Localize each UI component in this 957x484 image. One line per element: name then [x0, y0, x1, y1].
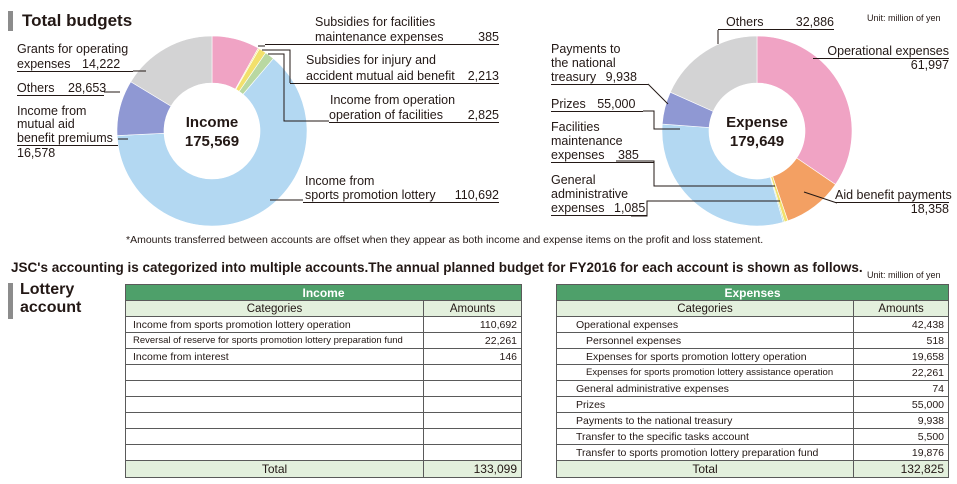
table-row [126, 397, 522, 413]
table-row [557, 317, 949, 333]
expense-row-category: Expenses for sports promotion lottery assistance operation [557, 365, 854, 381]
label-income-others: Others [17, 81, 55, 95]
income-row-amount [424, 429, 522, 445]
income-row-amount [424, 397, 522, 413]
label-lottery-row [303, 188, 499, 203]
lottery-account-title-l2: account [20, 299, 82, 316]
income-table [125, 284, 522, 478]
income-row-category [126, 413, 424, 429]
table-row [557, 445, 949, 461]
label-income-others-row [17, 81, 107, 96]
label-subs-inj-l1: Subsidies for injury and [306, 53, 436, 67]
label-fac-value: 385 [618, 148, 639, 162]
income-row-category: Income from sports promotion lottery operation [126, 317, 424, 333]
label-mutual-value: 16,578 [17, 146, 56, 160]
income-center-value: 175,569 [184, 133, 240, 150]
label-subs-inj-l2: accident mutual aid benefit [306, 69, 455, 83]
label-lottery-l2: sports promotion lottery [305, 188, 436, 202]
label-pay-l3: treasury [551, 70, 597, 84]
table-row [126, 381, 522, 397]
label-pay-l1: Payments to [551, 42, 621, 56]
income-row-amount: 22,261 [424, 333, 522, 349]
expense-row-amount: 518 [854, 333, 949, 349]
income-row-category [126, 381, 424, 397]
label-gen-value: 1,085 [614, 201, 646, 215]
table-row [557, 349, 949, 365]
table-row [126, 333, 522, 349]
income-col-amount: Amounts [424, 301, 522, 317]
label-lottery-value: 110,692 [454, 188, 499, 202]
label-op-value: 61,997 [910, 58, 949, 72]
expense-total-label: Total [557, 461, 854, 478]
label-income-others-value: 28,653 [68, 81, 107, 95]
income-row-amount: 146 [424, 349, 522, 365]
label-pay-l2: the national [551, 56, 616, 70]
income-row-amount [424, 381, 522, 397]
expense-slices [662, 36, 852, 226]
label-lottery-l1: Income from [305, 174, 375, 188]
label-subs-fac-l2: maintenance expenses [315, 30, 444, 44]
table-row [557, 381, 949, 397]
expense-row-category: Transfer to sports promotion lottery preparation fund [557, 445, 854, 461]
label-prizes: Prizes [551, 97, 586, 111]
accounting-statement: JSC's accounting is categorized into multiple accounts.The annual planned budget for FY2016 for each account is shown as follows. [11, 260, 863, 275]
expense-total-amount: 132,825 [854, 461, 949, 478]
income-row-category [126, 445, 424, 461]
label-prizes-row [551, 97, 643, 112]
table-row [126, 317, 522, 333]
income-center-title: Income [185, 114, 239, 131]
income-row-amount: 110,692 [424, 317, 522, 333]
income-col-category: Categories [126, 301, 424, 317]
label-mutual-l1: Income from [17, 104, 87, 118]
leader-expense-pay [648, 84, 668, 104]
label-op: Operational expenses [827, 44, 949, 58]
expense-row-amount: 42,438 [854, 317, 949, 333]
income-row-amount [424, 445, 522, 461]
label-pay-value: 9,938 [605, 70, 637, 84]
lottery-account-title-l1: Lottery [20, 281, 75, 298]
label-subs-inj-value: 2,213 [467, 69, 499, 83]
expense-row-category: Personnel expenses [557, 333, 854, 349]
label-gen-l3: expenses [551, 201, 605, 215]
label-op-row [813, 44, 949, 59]
label-op-fac-row [329, 108, 499, 123]
label-subs-inj-row [290, 69, 499, 84]
label-expense-others-value: 32,886 [795, 15, 834, 29]
table-row [126, 349, 522, 365]
label-subs-fac-value: 385 [478, 30, 499, 44]
label-subs-fac-l1: Subsidies for facilities [315, 15, 436, 29]
total-budgets-title: Total budgets [22, 11, 133, 30]
expense-col-amount: Amounts [854, 301, 949, 317]
expense-row-amount: 55,000 [854, 397, 949, 413]
table-row [557, 429, 949, 445]
offset-note: *Amounts transferred between accounts are offset when they appear as both income and expense items on the profit and loss statement. [126, 234, 764, 246]
label-mutual-l3: benefit premiums [17, 131, 118, 146]
expense-row-amount: 19,876 [854, 445, 949, 461]
table-row [557, 413, 949, 429]
label-grants-l2: expenses [17, 57, 71, 71]
income-total-row [126, 461, 522, 478]
income-row-category [126, 429, 424, 445]
table-row [126, 413, 522, 429]
label-aid: Aid benefit payments [835, 188, 952, 202]
income-row-category: Income from interest [126, 349, 424, 365]
income-row-amount [424, 365, 522, 381]
label-expense-others: Others [726, 15, 764, 29]
expense-row-amount: 5,500 [854, 429, 949, 445]
label-mutual-l2: mutual aid [17, 117, 75, 131]
label-gen-l1: General [551, 173, 596, 187]
label-prizes-value: 55,000 [597, 97, 636, 111]
income-total-label: Total [126, 461, 424, 478]
expense-row-category: General administrative expenses [557, 381, 854, 397]
expense-row-category: Prizes [557, 397, 854, 413]
income-table-title: Income [126, 285, 522, 301]
expense-row-category: Expenses for sports promotion lottery operation [557, 349, 854, 365]
table-row [126, 429, 522, 445]
income-donut-hole [164, 83, 260, 179]
expense-col-category: Categories [557, 301, 854, 317]
income-total-amount: 133,099 [424, 461, 522, 478]
label-aid-row [835, 188, 952, 203]
label-gen-l2: administrative [551, 187, 629, 201]
label-fac-l2: maintenance [551, 134, 623, 148]
income-row-category: Reversal of reserve for sports promotion lottery preparation fund [126, 333, 424, 349]
table-row [126, 365, 522, 381]
label-fac-l1: Facilities [551, 120, 600, 134]
label-op-fac-l1: Income from operation [330, 93, 456, 107]
label-op-fac-l2: operation of facilities [329, 108, 443, 122]
expense-row-category: Transfer to the specific tasks account [557, 429, 854, 445]
expense-total-row [557, 461, 949, 478]
expense-row-category: Operational expenses [557, 317, 854, 333]
label-op-fac-value: 2,825 [467, 108, 499, 122]
unit-label-mid: Unit: million of yen [867, 270, 941, 280]
label-expense-others-row [718, 15, 834, 30]
table-row [557, 333, 949, 349]
income-row-category [126, 365, 424, 381]
income-row-category [126, 397, 424, 413]
income-row-amount [424, 413, 522, 429]
label-grants-row [17, 57, 133, 72]
table-row [557, 397, 949, 413]
table-row [557, 365, 949, 381]
expense-row-amount: 74 [854, 381, 949, 397]
table-row [126, 445, 522, 461]
label-pay-row [551, 70, 648, 85]
expense-center-value: 179,649 [729, 133, 785, 150]
expense-center-title: Expense [726, 114, 788, 131]
expense-row-amount: 9,938 [854, 413, 949, 429]
income-slices [117, 36, 307, 226]
label-grants-value: 14,222 [82, 57, 121, 71]
expense-row-amount: 22,261 [854, 365, 949, 381]
unit-label-top: Unit: million of yen [867, 13, 941, 23]
lottery-account-bar [8, 283, 13, 319]
label-aid-value: 18,358 [910, 202, 949, 216]
expense-table-title: Expenses [557, 285, 949, 301]
label-gen-row [551, 201, 647, 216]
label-fac-row [551, 148, 654, 163]
label-grants-l1: Grants for operating [17, 42, 129, 56]
expense-donut-hole [709, 83, 805, 179]
expense-row-category: Payments to the national treasury [557, 413, 854, 429]
expense-table [556, 284, 949, 478]
expense-row-amount: 19,658 [854, 349, 949, 365]
label-subs-fac-row [265, 30, 499, 45]
label-fac-l3: expenses [551, 148, 605, 162]
